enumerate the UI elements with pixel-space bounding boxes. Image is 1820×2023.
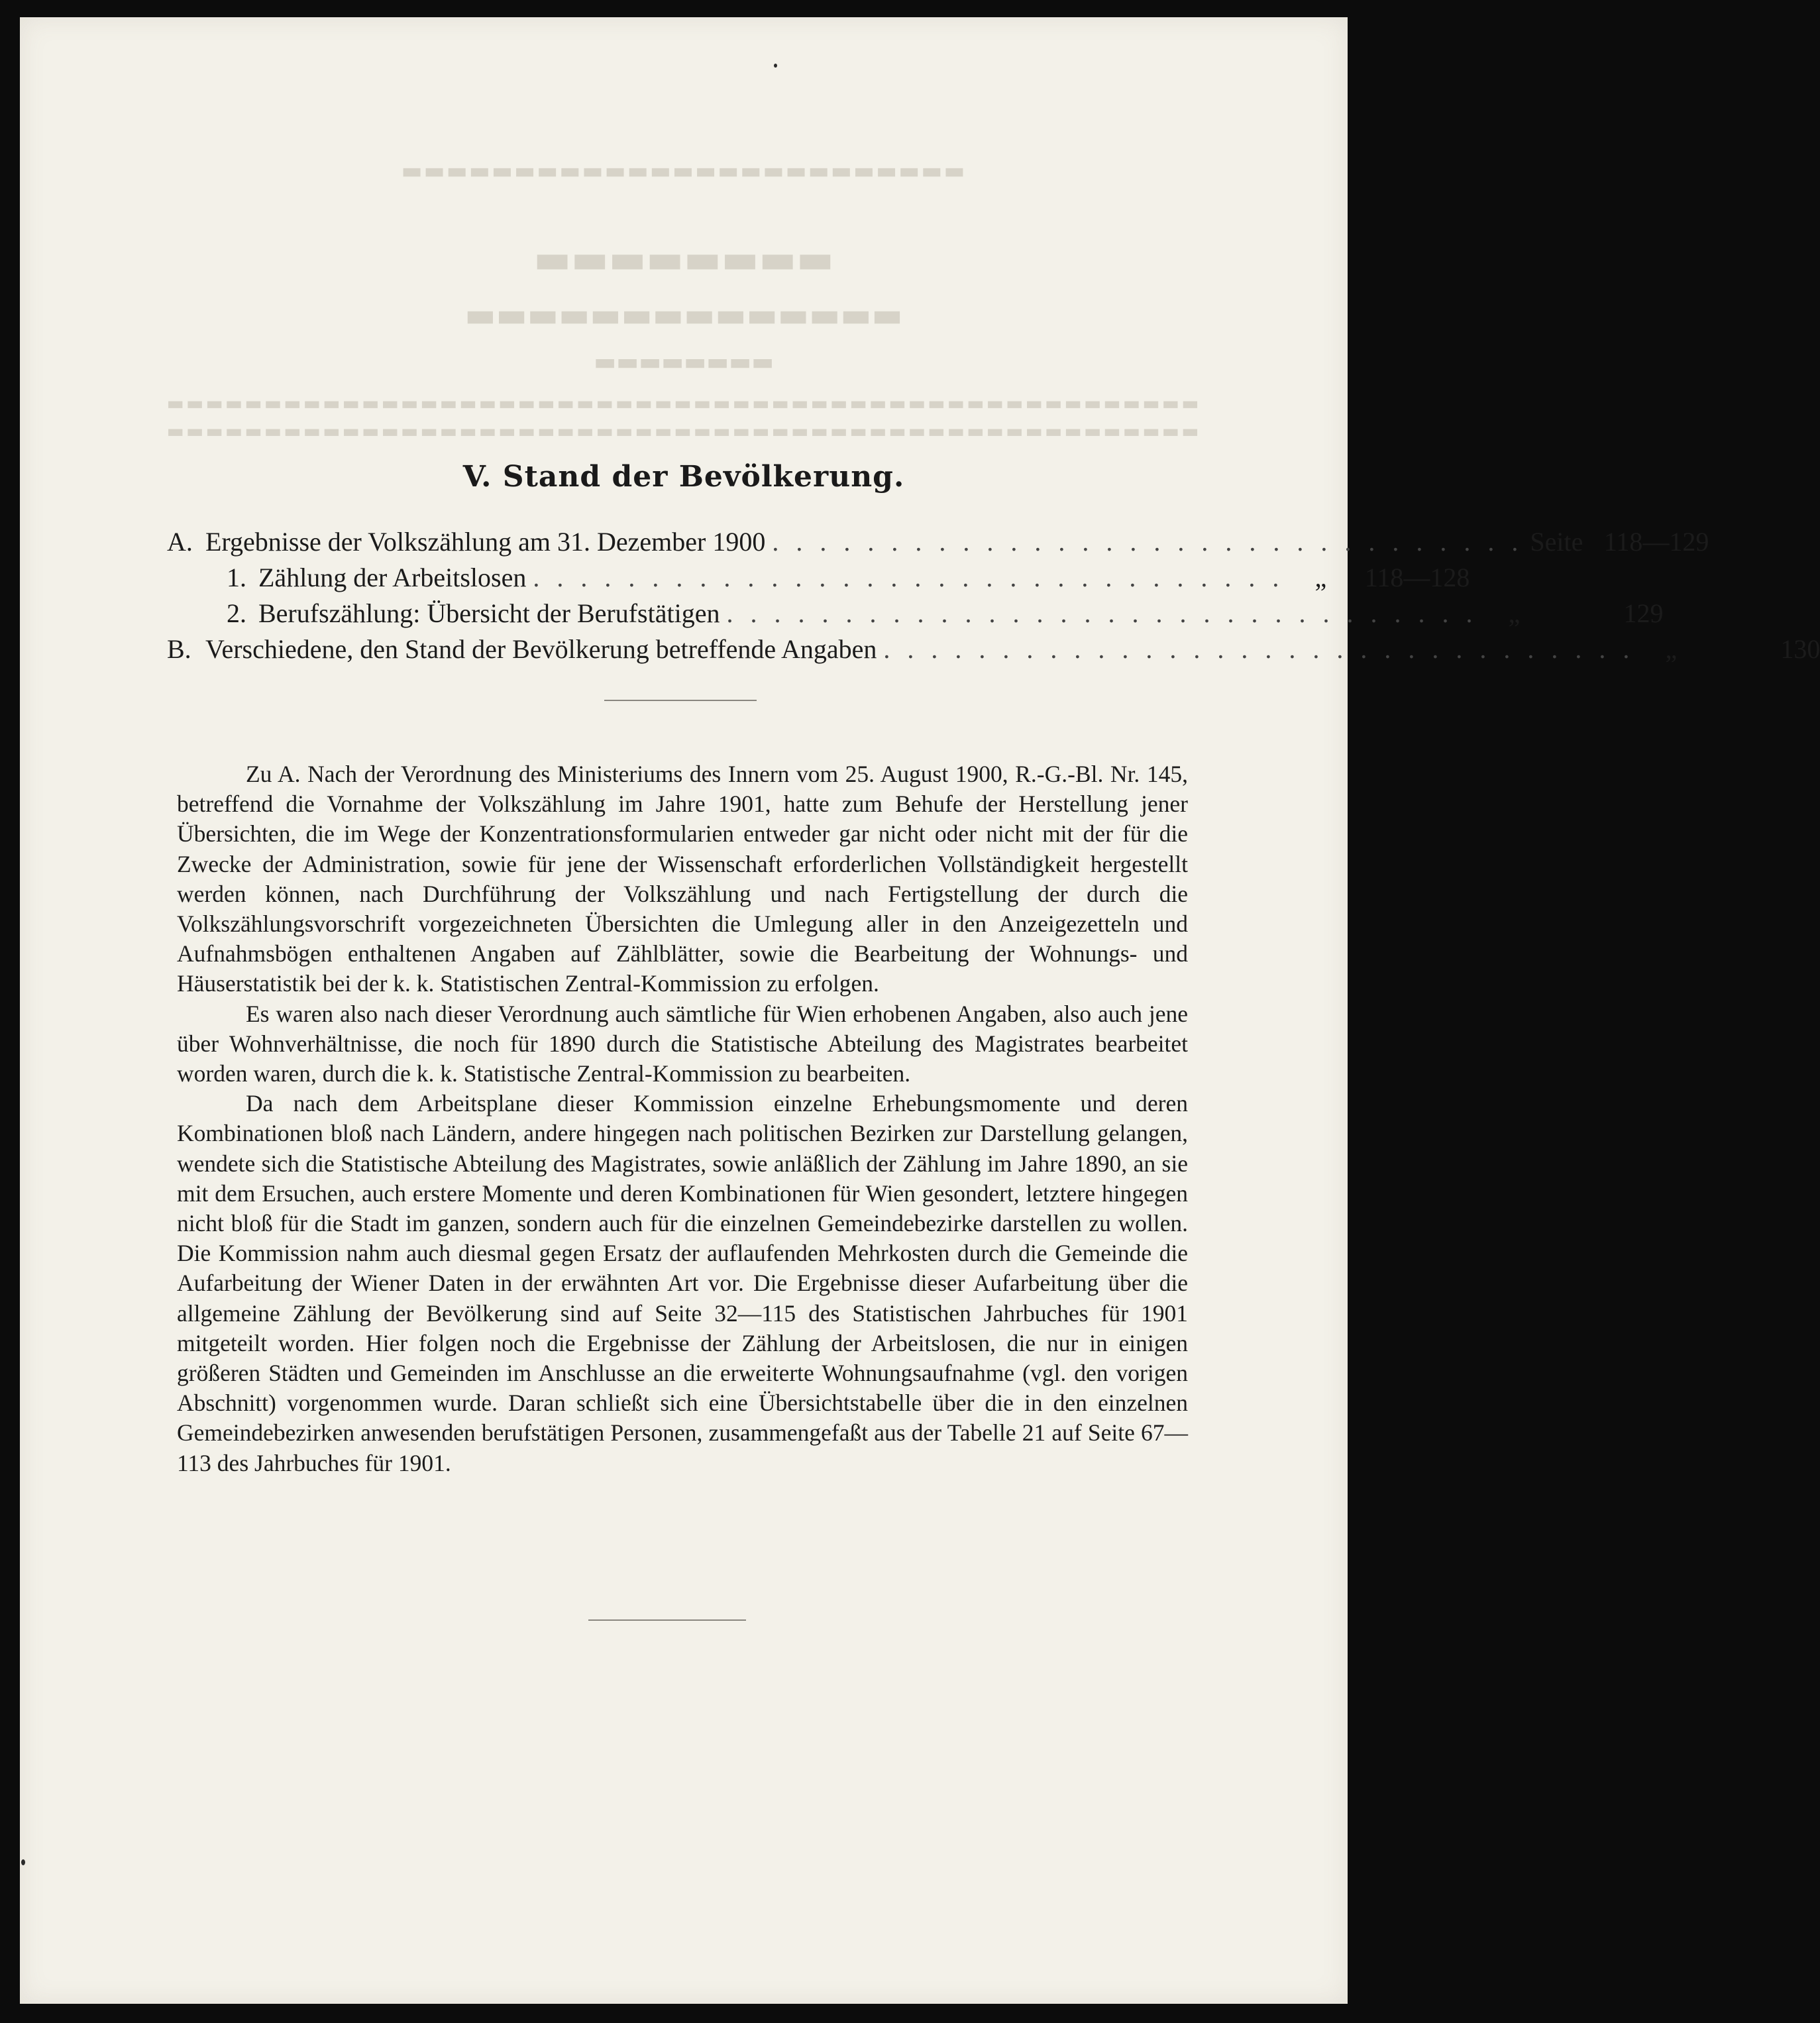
toc-dot-leader: . . . . . . . . . . . . . . . . . . . . . . . . . . . . . . . . (726, 598, 1478, 628)
toc-page-prefix: „ (1508, 598, 1521, 628)
paragraph: Zu A. Nach der Verordnung des Ministeriums des Innern vom 25. August 1900, R.-G.-Bl. Nr. 145, betreffend die Vornahme der Volkszählung im Jahre 1901, hatte zum Behufe der Herstellung jener Übersichten, die im Wege der Konzentrationsformularien entweder gar nicht oder nicht mit der für die Zwecke der Administration, sowie für jene der Wissenschaft erforderlichen Vollständigkeit hergestellt werden können, nach Durchführung der Volkszählung und nach Fertigstellung der durch die Volkszählungsvorschrift vorgezeichneten Übersichten die Umlegung aller in den Anzeigezetteln und Aufnahmsbögen enthaltenen Angaben auf Zählblätter, sowie die Bearbeitung der Wohnungs- und Häuserstatistik bei der k. k. Statistischen Zentral-Kommission zu erfolgen. (177, 761, 1188, 997)
toc-page-prefix: „ (1314, 563, 1327, 592)
toc-page-range: 118—129 (1603, 527, 1709, 557)
toc-page-prefix: „ (1665, 634, 1678, 664)
divider-rule (588, 1619, 746, 1621)
toc-entry-text: Zählung der Arbeitslosen (258, 563, 527, 592)
toc-dot-leader: . . . . . . . . . . . . . . . . . . . . . . . . . . . . . . . . (883, 634, 1635, 664)
bleed-through-line: ▬▬▬▬▬▬▬▬▬▬▬▬▬▬▬▬▬▬▬▬▬▬▬▬▬▬▬▬▬▬▬▬▬▬▬▬▬▬▬▬▬▬▬▬▬▬▬▬▬▬▬▬▬ (166, 392, 1201, 414)
toc-entry-label: B. (167, 634, 191, 664)
bleed-through-line: ▬▬▬▬▬▬▬▬▬▬▬▬▬▬▬▬▬▬▬▬▬▬▬▬▬ (401, 158, 967, 184)
toc-page-range: 118—128 (1364, 563, 1470, 592)
toc-entry (167, 598, 1664, 633)
divider-rule (604, 700, 757, 701)
section-heading: V. Stand der Bevölkerung. (462, 460, 905, 494)
toc-page-range: 130 (1780, 634, 1820, 664)
paragraph: Da nach dem Arbeitsplane dieser Kommission einzelne Erhebungsmomente und deren Kombinationen bloß nach Ländern, andere hingegen nach politischen Bezirken zur Darstellung gelangen, wendete sich die Statistische Abteilung des Magistrates, sowie anläßlich der Zählung im Jahre 1890, an sie mit dem Ersuchen, auch erstere Momente und deren Kombinationen für Wien gesondert, letztere hingegen nicht bloß für die Stadt im ganzen, sondern auch für die einzelnen Gemeindebezirke darstellen zu wollen. Die Kommission nahm auch diesmal gegen Ersatz der auflaufenden Mehrkosten durch die Gemeinde die Aufarbeitung der Wiener Daten in der erwähnten Art vor. Die Ergebnisse dieser Aufarbeitung über die allgemeine Zählung der Bevölkerung sind auf Seite 32—115 des Statistischen Jahrbuches für 1901 mitgeteilt worden. Hier folgen noch die Ergebnisse der Zählung der Arbeitslosen, die nur in einigen größeren Städten und Gemeinden im Anschlusse an die erweiterte Wohnungsaufnahme (vgl. den vorigen Abschnitt) vorgenommen wurde. Daran schließt sich eine Übersichtstabelle über die in den einzelnen Gemeindebezirken anwesenden berufstätigen Personen, zusammengefaßt aus der Tabelle 21 auf Seite 67—113 des Jahrbuches für 1901. (177, 1090, 1188, 1476)
bleed-through-line: ▬▬▬▬▬▬▬▬ (533, 236, 834, 282)
toc-entry (167, 526, 1709, 562)
toc-page-prefix: Seite (1530, 527, 1583, 557)
toc-dot-leader: . . . . . . . . . . . . . . . . . . . . . . . . . . . . . . . . (533, 563, 1285, 592)
document-page (20, 17, 1820, 2004)
scan-speck (774, 64, 777, 68)
bleed-through-line: ▬▬▬▬▬▬▬▬ (593, 349, 775, 376)
toc-entry-label: 1. (227, 563, 246, 592)
toc-entry-text: Ergebnisse der Volkszählung am 31. Dezember 1900 (205, 527, 766, 557)
body-text (177, 759, 1188, 1478)
toc-dot-leader: . . . . . . . . . . . . . . . . . . . . . . . . . . . . . . . . (772, 527, 1524, 557)
toc-page-range: 129 (1623, 598, 1664, 628)
paragraph: Es waren also nach dieser Verordnung auch sämtliche für Wien erhobenen Angaben, also auch jene über Wohnverhältnisse, die noch für 1890 durch die Statistische Abteilung des Magistrates bearbeitet worden waren, durch die k. k. Statistische Zentral-Kommission zu bearbeiten. (177, 1000, 1188, 1087)
bleed-through-line: ▬▬▬▬▬▬▬▬▬▬▬▬▬▬▬▬▬▬▬▬▬▬▬▬▬▬▬▬▬▬▬▬▬▬▬▬▬▬▬▬▬▬▬▬▬▬▬▬▬▬▬▬▬ (166, 420, 1201, 442)
toc-entry-text: Berufszählung: Übersicht der Berufstätigen (258, 598, 720, 628)
toc-entry (167, 562, 1470, 598)
toc-entry-text: Verschiedene, den Stand der Bevölkerung betreffende Angaben (205, 634, 877, 664)
table-of-contents (167, 526, 1820, 669)
toc-entry (167, 633, 1820, 669)
bleed-through-line: ▬▬▬▬▬▬▬▬▬▬▬▬▬▬ (464, 296, 903, 334)
scan-speck (21, 1859, 25, 1865)
toc-entry-label: 2. (227, 598, 246, 628)
toc-entry-label: A. (167, 527, 193, 557)
